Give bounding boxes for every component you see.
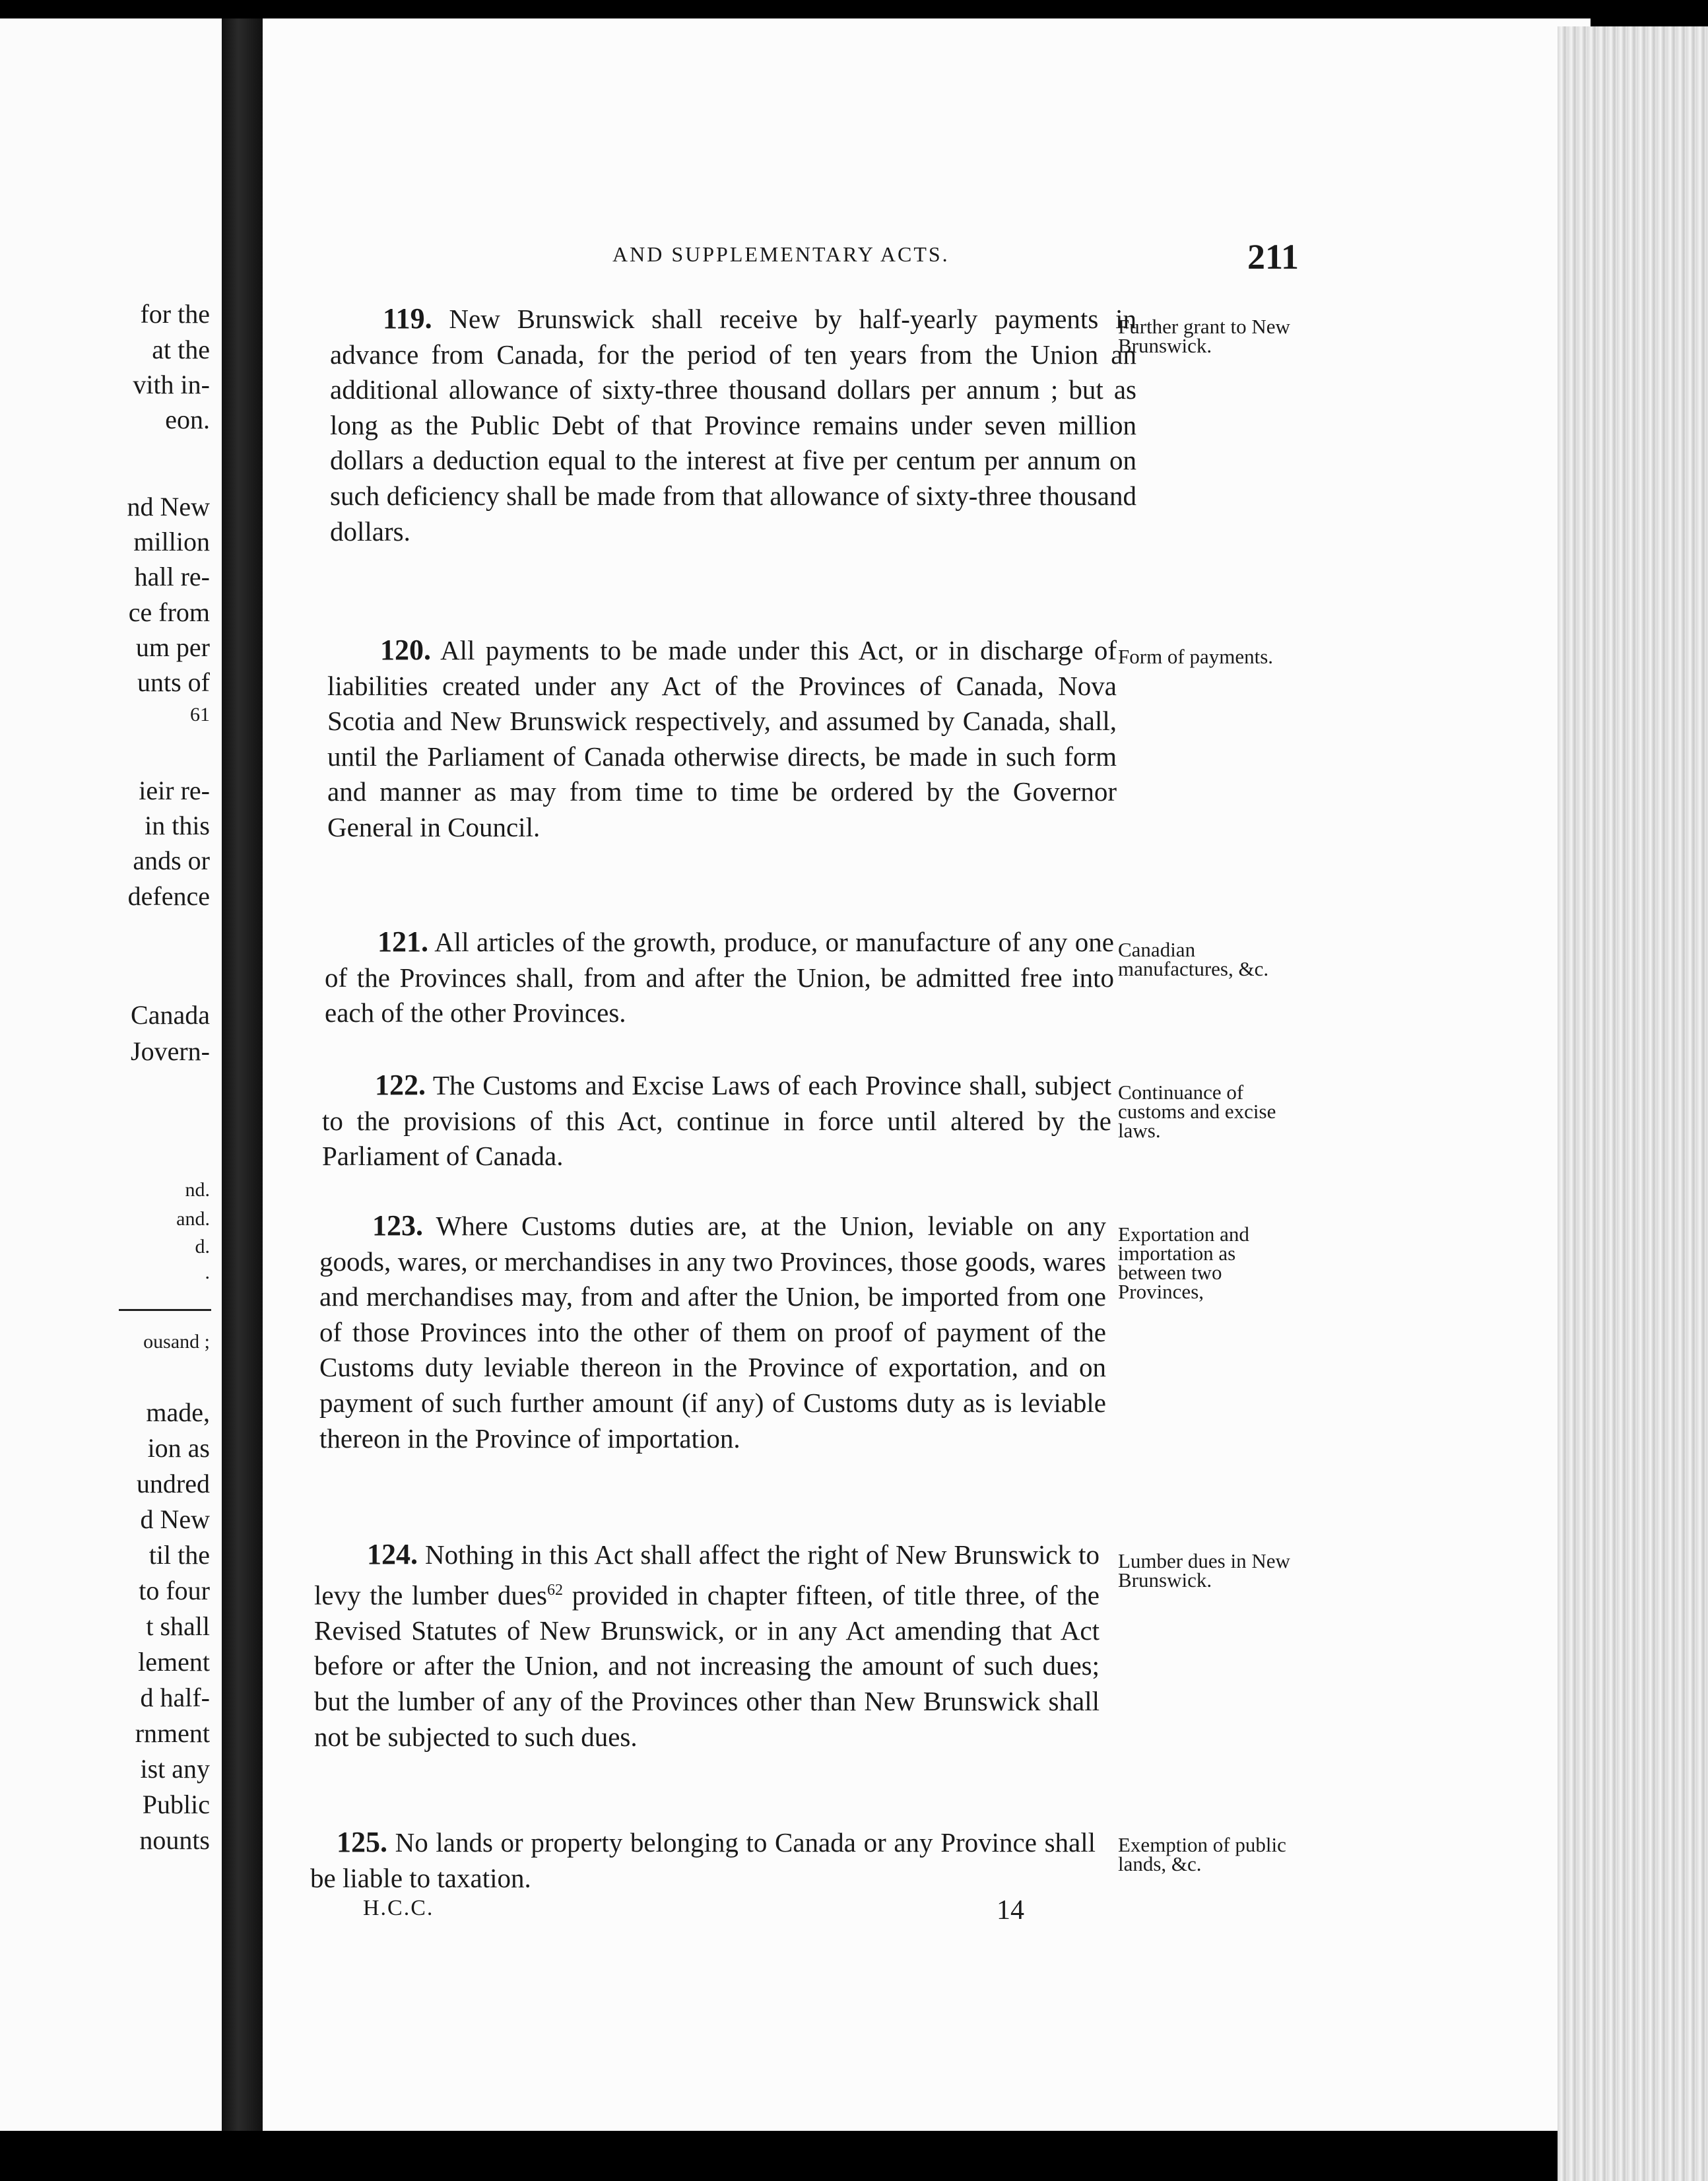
book-spine-shadow xyxy=(222,18,263,2131)
left-fragment: Jovern- xyxy=(131,1036,210,1066)
section-number: 125. xyxy=(337,1826,387,1858)
left-fragment: million xyxy=(133,527,210,556)
left-fragment: at the xyxy=(152,335,210,364)
margin-note: Exemption of public lands, &c. xyxy=(1118,1833,1286,1875)
section-number: 123. xyxy=(372,1209,423,1242)
left-fragment: hall re- xyxy=(134,562,210,591)
margin-note: Continuance of customs and excise laws. xyxy=(1118,1081,1276,1142)
left-fragment: d New xyxy=(140,1504,210,1534)
section-text: New Brunswick shall receive by half-yearly payments in advance from Canada, for the period of ten years from the Union an additional allowance of sixty-three thousand dollars per annum ; but as long as the Public Debt of that Province remains under seven million dollars a deduction equal to the interest at five per centum per annum on such deficiency shall be made from that allowance of sixty-three thousand dollars. xyxy=(330,304,1137,547)
left-fragment: to four xyxy=(139,1576,210,1605)
left-fragment: rnment xyxy=(135,1718,210,1748)
section-text: Nothing in this Act shall affect the right of New Brunswick to levy the lumber dues xyxy=(314,1539,1100,1611)
sheet-number: 14 xyxy=(997,1895,1024,1926)
left-fragment: um per xyxy=(135,632,210,662)
section-120 xyxy=(327,632,1117,846)
left-fragment: ieir re- xyxy=(139,776,210,805)
section-number: 119. xyxy=(383,302,432,335)
margin-note: Lumber dues in New Brunswick. xyxy=(1118,1549,1290,1592)
section-number: 124. xyxy=(367,1538,418,1570)
left-fragment: Public xyxy=(142,1790,210,1819)
left-fragment: d half- xyxy=(140,1683,210,1712)
page-edge xyxy=(1558,26,1708,2181)
margin-note: Canadian manufactures, &c. xyxy=(1118,938,1269,980)
left-fragment: t shall xyxy=(146,1611,210,1641)
left-fragment: ands or xyxy=(133,846,210,875)
left-fragment: nounts xyxy=(139,1825,210,1855)
section-122 xyxy=(322,1067,1111,1174)
left-fragment: defence xyxy=(127,881,210,911)
left-fragment: ousand ; xyxy=(143,1331,210,1353)
left-fragment: ce from xyxy=(128,597,210,627)
left-fragment: d. xyxy=(195,1236,210,1258)
left-fragment: in this xyxy=(145,811,210,840)
section-number: 122. xyxy=(375,1069,426,1101)
section-121 xyxy=(325,924,1114,1031)
margin-note: Form of payments. xyxy=(1118,645,1274,668)
left-footnote-rule xyxy=(119,1309,211,1311)
left-fragment: 61 xyxy=(190,704,210,725)
section-123 xyxy=(319,1208,1106,1456)
left-fragment: Canada xyxy=(131,1000,210,1030)
printer-signature: H.C.C. xyxy=(363,1896,434,1920)
section-125 xyxy=(310,1825,1096,1896)
left-fragment: eon. xyxy=(165,405,210,434)
left-facing-page xyxy=(0,18,222,2131)
left-fragment: ion as xyxy=(147,1433,210,1463)
section-text-continued: provided in chapter fifteen, of title three, of the Revised Statutes of New Brunswick, or in any Act amending that Act before or after the Union, and not increasing the amount of such dues; but the lumber of any of the Provinces other than New Brunswick shall not be subjected to such dues. xyxy=(314,1580,1100,1752)
left-fragment: undred xyxy=(136,1469,210,1498)
margin-note: Exportation and importation as between two Provinces, xyxy=(1118,1223,1249,1303)
left-fragment: for the xyxy=(140,299,210,329)
left-fragment: vith in- xyxy=(133,370,210,399)
margin-note: Further grant to New Brunswick. xyxy=(1118,315,1290,357)
section-text: All articles of the growth, produce, or manufacture of any one of the Provinces shall, from and after the Union, be admitted free into each of the other Provinces. xyxy=(325,927,1114,1028)
left-fragment: ist any xyxy=(140,1754,210,1784)
section-text: No lands or property belonging to Canada or any Province shall be liable to taxation. xyxy=(310,1827,1096,1893)
section-119 xyxy=(330,301,1136,549)
left-fragment: nd New xyxy=(127,492,210,521)
section-text: All payments to be made under this Act, or in discharge of liabilities created under any Act of the Provinces of Canada, Nova Scotia and New Brunswick respectively, and assumed by Canada, shall, until the Parliament of Canada otherwise directs, be made in such form and manner as may from time to time be ordered by the Governor General in Council. xyxy=(327,635,1117,842)
section-text: Where Customs duties are, at the Union, leviable on any goods, wares, or merchandises in any two Provinces, those goods, wares and merchandises may, from and after the Union, be imported from one of those Provinces into the other of them on proof of payment of the Customs duty leviable thereon in the Province of exportation, and on payment of such further amount (if any) of Customs duty as is leviable thereon in the Province of importation. xyxy=(319,1211,1106,1454)
section-number: 120. xyxy=(380,634,431,666)
left-fragment: lement xyxy=(138,1647,210,1677)
left-fragment: . xyxy=(205,1261,210,1283)
left-fragment: and. xyxy=(176,1208,210,1230)
left-fragment: til the xyxy=(148,1540,210,1570)
section-number: 121. xyxy=(378,925,428,958)
page-number: 211 xyxy=(1247,237,1299,277)
left-fragment: nd. xyxy=(185,1179,210,1201)
section-text: The Customs and Excise Laws of each Province shall, subject to the provisions of this Act, continue in force until altered by the Parliament of Canada. xyxy=(322,1070,1111,1172)
left-fragment: unts of xyxy=(137,667,210,697)
footnote-reference: 62 xyxy=(547,1581,564,1599)
section-124 xyxy=(314,1537,1100,1755)
left-fragment: made, xyxy=(146,1397,210,1427)
running-title: AND SUPPLEMENTARY ACTS. xyxy=(612,242,950,266)
